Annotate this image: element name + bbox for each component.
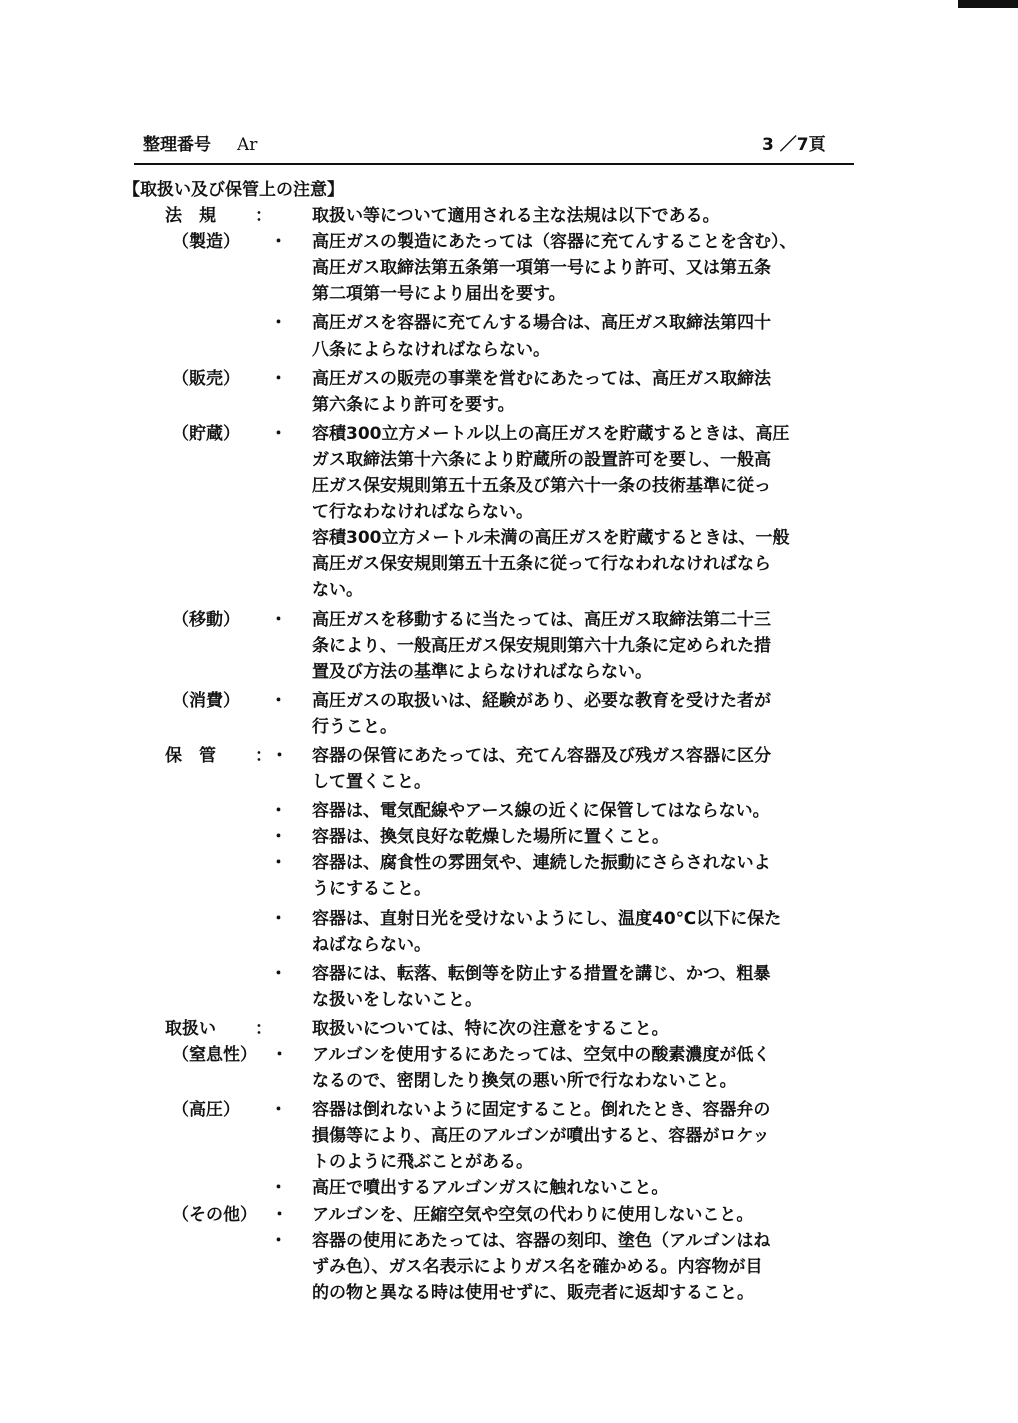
production-text: 第二項第一号により届出を要す。 [312,284,566,305]
storage-text: 容器は、換気良好な乾燥した場所に置くこと。 [312,827,669,848]
corner-mark [958,0,1018,8]
handling-intro: 取扱いについては、特に次の注意をすること。 [312,1018,669,1039]
high-pressure-line [0,1149,1018,1175]
high-pressure-text: 損傷等により、高圧のアルゴンが噴出すると、容器がロケッ [312,1126,770,1147]
storage-law-line [0,473,1018,499]
other-line [0,1254,1018,1280]
production-label: （製造） [172,232,240,253]
storage-law-text: ガス取締法第十六条により貯蔵所の設置許可を要し、一般高 [312,449,771,470]
sales-line [0,366,1018,392]
production-text: 八条によらなければならない。 [312,339,550,360]
storage-line [0,743,1018,769]
high-pressure-text: 高圧で噴出するアルゴンガスに触れないこと。 [312,1178,669,1199]
bullet: ・ [271,1204,288,1225]
storage-text: な扱いをしないこと。 [312,989,482,1010]
high-pressure-text: トのように飛ぶことがある。 [312,1152,533,1173]
consumption-text: 高圧ガスの取扱いは、経験があり、必要な教育を受けた者が [312,690,771,711]
storage-line [0,824,1018,850]
storage-law-line [0,447,1018,473]
bullet: ・ [270,827,287,848]
bullet: ・ [271,745,288,766]
transport-text: 条により、一般高圧ガス保安規則第六十九条に定められた措 [312,635,771,656]
storage-law-text: 容積300立方メートル未満の高圧ガスを貯蔵するときは、一般 [312,528,790,549]
production-line [0,310,1018,336]
laws-intro-line [0,203,1018,229]
reference-code: Ar [237,135,258,155]
storage-text: うにすること。 [312,879,431,900]
storage-law-text: 容積300立方メートル以上の高圧ガスを貯蔵するときは、高圧 [312,423,790,444]
storage-text: 容器には、転落、転倒等を防止する措置を講じ、かつ、粗暴 [312,963,771,984]
bullet: ・ [270,609,287,630]
production-line [0,255,1018,281]
storage-law-text: て行なわなければならない。 [312,502,533,523]
sales-text: 第六条により許可を要す。 [312,394,515,415]
other-text: アルゴンを、圧縮空気や空気の代わりに使用しないこと。 [312,1204,754,1225]
transport-text: 置及び方法の基準によらなければならない。 [312,661,652,682]
storage-line [0,932,1018,958]
storage-line [0,876,1018,902]
storage-text: 容器は、電気配線やアース線の近くに保管してはならない。 [312,801,770,822]
storage-law-text: 圧ガス保安規則第五十五条及び第六十一条の技術基準に従っ [312,476,771,497]
high-pressure-line [0,1123,1018,1149]
laws-colon: ： [255,206,272,227]
sales-text: 高圧ガスの販売の事業を営むにあたっては、高圧ガス取締法 [312,368,771,389]
storage-law-line [0,577,1018,603]
transport-line [0,633,1018,659]
storage-line [0,850,1018,876]
sales-line [0,392,1018,418]
production-text: 高圧ガス取締法第五条第一項第一号により許可、又は第五条 [312,258,771,279]
other-text: 容器の使用にあたっては、容器の刻印、塗色（アルゴンはね [312,1230,771,1251]
section-title: 【取扱い及び保管上の注意】 [123,180,344,200]
storage-label: 保 管 [165,745,216,766]
storage-law-line [0,551,1018,577]
asphyxiation-line [0,1042,1018,1068]
handling-label: 取扱い [165,1018,216,1039]
laws-label: 法 規 [165,206,216,227]
bullet: ・ [270,801,287,822]
storage-law-text: ない。 [312,580,363,601]
asphyxiation-line [0,1068,1018,1094]
laws-intro: 取扱い等について適用される主な法規は以下である。 [312,206,720,227]
other-line [0,1202,1018,1228]
storage-colon: ： [255,745,272,766]
bullet: ・ [270,368,287,389]
storage-text: 容器の保管にあたっては、充てん容器及び残ガス容器に区分 [312,745,771,766]
production-text: 高圧ガスを容器に充てんする場合は、高圧ガス取締法第四十 [312,313,771,334]
transport-text: 高圧ガスを移動するに当たっては、高圧ガス取締法第二十三 [312,609,771,630]
storage-law-label: （貯蔵） [172,423,240,444]
production-line [0,229,1018,255]
bullet: ・ [270,1178,287,1199]
storage-line [0,961,1018,987]
sales-label: （販売） [172,368,240,389]
other-line [0,1228,1018,1254]
bullet: ・ [270,853,287,874]
storage-line [0,987,1018,1013]
transport-line [0,607,1018,633]
consumption-line [0,688,1018,714]
production-line [0,281,1018,307]
consumption-label: （消費） [172,690,240,711]
production-line [0,337,1018,363]
transport-line [0,659,1018,685]
bullet: ・ [270,690,287,711]
other-text: 的の物と異なる時は使用せずに、販売者に返却すること。 [312,1282,754,1303]
bullet: ・ [270,232,287,253]
high-pressure-line [0,1097,1018,1123]
header-rule [134,163,854,165]
handling-colon: ： [255,1018,272,1039]
reference-number [143,130,257,155]
bullet: ・ [270,423,287,444]
storage-line [0,769,1018,795]
consumption-line [0,714,1018,740]
reference-label: 整理番号 [143,135,211,155]
page-number: 3 ／7頁 [762,135,826,155]
storage-line [0,798,1018,824]
production-text: 高圧ガスの製造にあたっては（容器に充てんすることを含む）、 [312,232,797,253]
asphyxiation-text: アルゴンを使用するにあたっては、空気中の酸素濃度が低く [312,1045,771,1065]
bullet: ・ [270,963,287,984]
high-pressure-line [0,1175,1018,1201]
storage-law-text: 高圧ガス保安規則第五十五条に従って行なわれなければなら [312,554,771,575]
bullet: ・ [270,313,287,334]
storage-text: 容器は、直射日光を受けないようにし、温度40℃以下に保た [312,908,782,929]
asphyxiation-label: （窒息性） [172,1045,257,1065]
storage-line [0,906,1018,932]
storage-law-line [0,421,1018,447]
transport-label: （移動） [172,609,240,630]
other-line [0,1280,1018,1306]
handling-intro-line [0,1016,1018,1042]
high-pressure-text: 容器は倒れないように固定すること。倒れたとき、容器弁の [312,1100,771,1121]
bullet: ・ [270,1230,287,1251]
bullet: ・ [271,1045,288,1065]
bullet: ・ [270,908,287,929]
high-pressure-label: （高圧） [172,1100,240,1121]
other-text: ずみ色）、ガス名表示によりガス名を確かめる。内容物が目 [312,1256,763,1277]
storage-text: ねばならない。 [312,934,431,955]
consumption-text: 行うこと。 [312,716,397,737]
storage-text: 容器は、腐食性の雰囲気や、連続した振動にさらされないよ [312,853,771,874]
asphyxiation-text: なるので、密閉したり換気の悪い所で行なわないこと。 [312,1071,737,1092]
section-title-line [0,177,1018,203]
storage-text: して置くこと。 [312,772,431,793]
other-label: （その他） [172,1204,257,1225]
storage-law-line [0,525,1018,551]
bullet: ・ [270,1100,287,1121]
storage-law-line [0,499,1018,525]
document-body [0,177,1018,1306]
